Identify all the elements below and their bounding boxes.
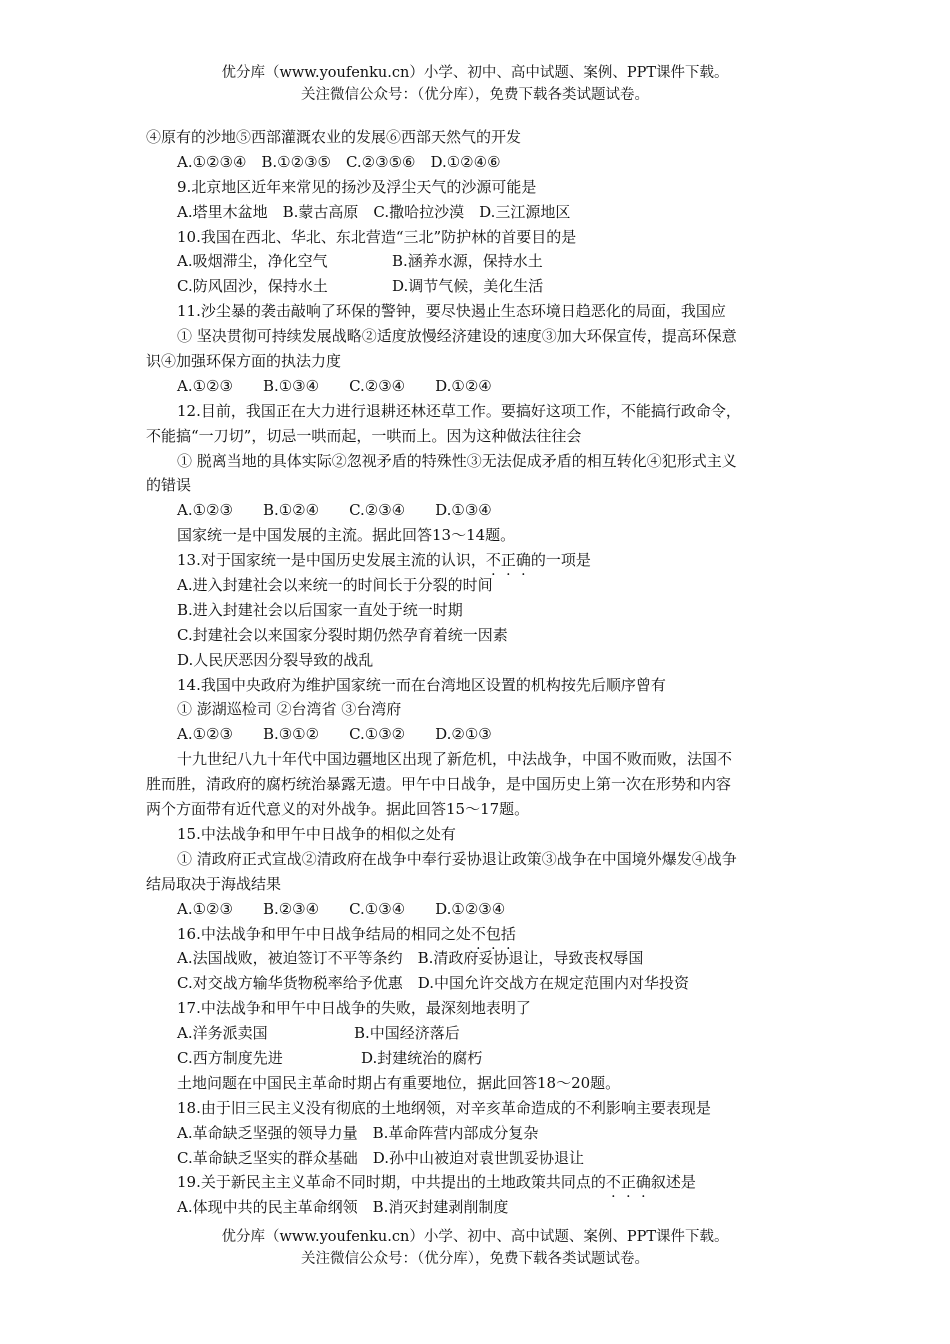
- statement-list: ① 清政府正式宣战②清政府在战争中奉行妥协退让政策③战争在中国境外爆发④战争: [177, 849, 737, 868]
- option-a: A.洋务派卖国: [177, 1024, 268, 1043]
- option-a: A.吸烟滞尘，净化空气: [177, 252, 328, 271]
- text-line: ④原有的沙地⑤西部灌溉农业的发展⑥西部天然气的开发: [146, 128, 522, 146]
- option-c: C.西方制度先进: [177, 1048, 283, 1067]
- option-b: B.中国经济落后: [354, 1024, 460, 1043]
- header-line-1: 优分库（www.youfenku.cn）小学、初中、高中试题、案例、PPT课件下载。: [221, 65, 729, 81]
- answer-options: A.法国战败，被迫签订不平等条约 B.清政府妥协退让，导致丧权辱国: [177, 949, 644, 968]
- question-18: 18.由于旧三民主义没有彻底的土地纲领，对辛亥革命造成的不利影响主要表现是: [177, 1098, 711, 1117]
- answer-options: A.塔里木盆地 B.蒙古高原 C.撒哈拉沙漠 D.三江源地区: [177, 202, 571, 221]
- answer-options: [146, 274, 814, 299]
- question-text: 叙述是: [650, 1173, 696, 1192]
- answer-options: A.①②③ B.①②④ C.②③④ D.①③④: [177, 501, 492, 520]
- question-17: 17.中法战争和甲午中日战争的失败，最深刻地表明了: [177, 999, 531, 1018]
- option-b: B.进入封建社会以后国家一直处于统一时期: [177, 600, 463, 619]
- question-10: 10.我国在西北、华北、东北营造“三北”防护林的首要目的是: [177, 227, 577, 246]
- question-16: [146, 922, 814, 947]
- statement-list-cont: 结局取决于海战结果: [146, 874, 282, 893]
- answer-options: A.革命缺乏坚强的领导力量 B.革命阵营内部成分复杂: [177, 1123, 539, 1142]
- answer-options: A.①②③ B.①③④ C.②③④ D.①②④: [177, 376, 492, 395]
- option-d: D.调节气候，美化生活: [392, 277, 544, 296]
- emphasis-text: [471, 925, 516, 943]
- answer-options: C.对交战方输华货物税率给予优惠 D.中国允许交战方在规定范围内对华投资: [177, 974, 689, 993]
- question-19: [146, 1170, 814, 1195]
- question-text: 13.对于国家统一是中国历史发展主流的认识，: [177, 551, 486, 570]
- exam-body: [146, 125, 814, 1220]
- question-14: 14.我国中央政府为维护国家统一而在台湾地区设置的机构按先后顺序曾有: [177, 675, 666, 694]
- statement-list: ① 脱离当地的具体实际②忽视矛盾的特殊性③无法促成矛盾的相互转化④犯形式主义: [177, 451, 737, 470]
- option-a: A.进入封建社会以来统一的时间长于分裂的时间: [177, 576, 493, 595]
- question-text: 16.中法战争和甲午中日战争结局的相同之处: [177, 924, 471, 943]
- footer-line-1: 优分库（www.youfenku.cn）小学、初中、高中试题、案例、PPT课件下载。: [221, 1229, 729, 1245]
- question-12-cont: 不能搞“一刀切”，切忌一哄而起，一哄而上。因为这种做法往往会: [146, 426, 582, 445]
- answer-options: A.①②③ B.②③④ C.①③④ D.①②③④: [177, 899, 506, 918]
- emphasis-char: 正: [500, 551, 516, 570]
- answer-options: [146, 1046, 814, 1071]
- answer-options: [146, 249, 814, 274]
- option-d: D.人民厌恶因分裂导致的战乱: [177, 650, 374, 669]
- section-intro-cont: 两个方面带有近代意义的对外战争。据此回答15～17题。: [146, 800, 530, 819]
- footer-line-2: 关注微信公众号：（优分库），免费下载各类试题试卷。: [301, 1251, 649, 1267]
- emphasis-char: 包: [485, 924, 501, 943]
- answer-options: A.①②③④ B.①②③⑤ C.②③⑤⑥ D.①②④⑥: [177, 152, 501, 171]
- section-intro: 国家统一是中国发展的主流。据此回答13～14题。: [177, 526, 516, 545]
- question-text: 的一项是: [530, 551, 591, 570]
- emphasis-char: 确: [635, 1173, 651, 1192]
- section-intro: 土地问题在中国民主革命时期占有重要地位，据此回答18～20题。: [177, 1073, 621, 1092]
- answer-options: A.①②③ B.③①② C.①③② D.②①③: [177, 725, 492, 744]
- answer-options: A.体现中共的民主革命纲领 B.消灭封建剥削制度: [177, 1198, 509, 1217]
- header-line-2: 关注微信公众号：（优分库），免费下载各类试题试卷。: [301, 87, 649, 103]
- emphasis-char: 正: [620, 1173, 636, 1192]
- question-9: 9.北京地区近年来常见的扬沙及浮尘天气的沙源可能是: [177, 177, 537, 196]
- question-15: 15.中法战争和甲午中日战争的相似之处有: [177, 824, 456, 843]
- statement-list: ① 澎湖巡检司 ②台湾省 ③台湾府: [177, 700, 402, 719]
- option-c: C.防风固沙，保持水土: [177, 277, 328, 296]
- emphasis-char: 不: [485, 551, 501, 570]
- emphasis-text: [606, 1173, 651, 1191]
- question-13: [146, 548, 814, 573]
- statement-list: ① 坚决贯彻可持续发展战略②适度放慢经济建设的速度③加大环保宣传，提高环保意: [177, 327, 737, 346]
- question-12: 12.目前，我国正在大力进行退耕还林还草工作。要搞好这项工作，不能搞行政命令，: [177, 401, 741, 420]
- statement-list-cont: 识④加强环保方面的执法力度: [146, 352, 342, 371]
- answer-options: C.革命缺乏坚实的群众基础 D.孙中山被迫对袁世凯妥协退让: [177, 1148, 584, 1167]
- statement-list-cont: 的错误: [146, 476, 192, 495]
- section-intro: 十九世纪八九十年代中国边疆地区出现了新危机，中法战争，中国不败而败，法国不: [177, 750, 733, 769]
- emphasis-char: 确: [515, 551, 531, 570]
- section-intro-cont: 胜而胜，清政府的腐朽统治暴露无遗。甲午中日战争，是中国历史上第一次在形势和内容: [146, 775, 732, 794]
- option-d: D.封建统治的腐朽: [361, 1048, 483, 1067]
- emphasis-char: 不: [605, 1173, 621, 1192]
- emphasis-text: [486, 551, 531, 569]
- option-c: C.封建社会以来国家分裂时期仍然孕育着统一因素: [177, 625, 508, 644]
- question-11: 11.沙尘暴的袭击敲响了环保的警钟，要尽快遏止生态环境日趋恶化的局面，我国应: [177, 302, 726, 321]
- question-text: 19.关于新民主主义革命不同时期，中共提出的土地政策共同点的: [177, 1173, 606, 1192]
- emphasis-char: 括: [500, 924, 516, 943]
- option-b: B.涵养水源，保持水土: [392, 252, 543, 271]
- emphasis-char: 不: [470, 924, 486, 943]
- answer-options: [146, 1021, 814, 1046]
- page-header: [0, 62, 950, 106]
- page-footer: [0, 1226, 950, 1270]
